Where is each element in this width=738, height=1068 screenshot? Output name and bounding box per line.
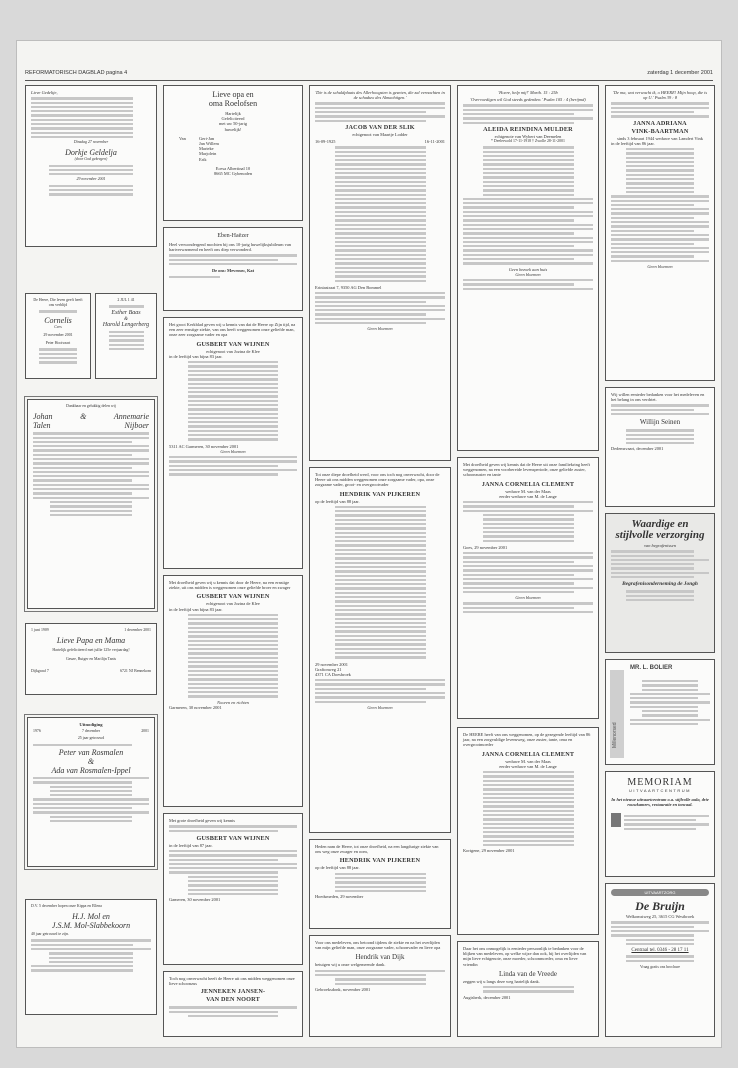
holmol-names2: J.S.M. Mol-Slabbekoorn (51, 921, 131, 931)
hendrik3-place: Gebroeksdonk, november 2001 (315, 986, 371, 992)
hendrik1-ending: Geen bloemen (367, 704, 393, 710)
obituary-hendrik-1 (309, 467, 451, 833)
johan-last2: Nijboer (124, 421, 149, 431)
cornelis-parents: Peter Hooivaart (45, 341, 71, 346)
johan-name1: Johan (33, 412, 53, 422)
hendrik2-name: HENDRIK VAN PIJKEREN (339, 857, 421, 865)
obituary-jenneken (163, 971, 303, 1037)
opa-from: Van (179, 135, 186, 141)
jubileum-sub: 25 jaar getrouwd (77, 736, 105, 741)
opa-line2: Gefeliciteerd (221, 116, 245, 122)
janna2-sub: weduwe M. van der Maas (505, 758, 551, 764)
linda-intro: Daar het ons onmogelijk is eenieder persoonlijk te bedanken voor de blijken van medeleven, op welke wijze dan ook, bij het overlijden van mijn lieve echtgenote, onze moeder, schoonmoeder, oma en lieve vriendin (463, 946, 587, 967)
felicitation-roelofsen (163, 85, 303, 221)
thanks-willijn (605, 387, 715, 507)
gusbert1-intro: Het groot Kerkblad geven wij u kennis van dat de Heere op Zijn tijd, na een zeer ernstige ziekte, van ons heeft weggenomen onze geliefde man, onze zeer zorgzame vader en opa (169, 322, 296, 338)
gusbert3-intro: Met grote droefheid geven wij kennis (169, 818, 235, 823)
jacob-place: Eriniastraat 7, 9350 AG Den Bommel (315, 284, 382, 290)
aleida-verse: 'Hoere, help mij!' Marth. 15 : 25b (498, 90, 558, 95)
vink-verse: 'De ma, wat verwacht ik, o HEERE! Mijn hoop, die is op U.' Psalm 39 : 8 (612, 90, 708, 101)
page-header (25, 69, 713, 81)
opa-line1: Hartelijk (225, 111, 241, 116)
bruijn-address: Welkomstweg 25, 3615 CG Westbroek (625, 914, 695, 920)
gusbert1-ending: Geen bloemen (220, 448, 246, 454)
willijn-intro: Wij willen eenieder bedanken voor het medeleven en het belang in ons verdriet. (611, 392, 705, 403)
newspaper-page (16, 40, 722, 1048)
papa-names: Geuze, Rutger en Marilijn Tanis (65, 657, 117, 662)
papa-city: 6721 NJ Bennekom (120, 668, 151, 673)
waardige-title2: stijlvolle verzorging (615, 529, 705, 541)
vink-name1: JANNA ADRIANA (633, 119, 687, 127)
vink-ending: Geen bloemen (647, 264, 673, 270)
ad-memoriam[interactable] (605, 771, 715, 877)
obituary-gusbert-3 (163, 813, 303, 965)
papa-place: Dijkgraaf 7 (31, 668, 49, 673)
hendrik3-sub: betuigen wij u onze welgemeende dank. (315, 962, 386, 968)
gusbert1-age: in de leeftijd van bijna 83 jaar. (169, 353, 223, 359)
aleida-ending: Geen bezoek aan huis (508, 266, 548, 272)
opa-line4: huwelijk! (224, 126, 242, 132)
header-left: REFORMATORISCH DAGBLAD pagina 4 (25, 70, 128, 76)
bruijn-name: De Bruijn (635, 899, 685, 914)
gusbert1-name: GUSBERT VAN WIJNEN (196, 340, 270, 348)
jacob-years-left: 16-09-1925 (315, 139, 336, 145)
dorkje-birth: 29 november 2001 (76, 177, 106, 182)
opa-title1: Lieve opa en (212, 90, 254, 99)
gusbert2-ending: Nooren en richten (217, 699, 249, 705)
papa-date-right: 1 december 2001 (124, 628, 151, 632)
johan-intro: Dankbaar en gelukkig delen wij (66, 404, 116, 408)
dorkje-sub: (door God gekregen) (74, 157, 108, 162)
thanks-linda (457, 941, 599, 1037)
linda-place: Augisberk, december 2001 (463, 994, 511, 1000)
engagement-esther (95, 293, 157, 379)
aleida-dates: * Deelerwold 17-11-1918 † Zwolle 28-11-2001 (491, 139, 565, 144)
eben-sign: De ons: Mevrouw, Kat (211, 268, 255, 274)
gusbert3-name: GUSBERT VAN WIJNEN (196, 834, 270, 842)
opa-name-2: Marieke (199, 146, 214, 152)
opa-line3: met uw 50-jarig (218, 121, 248, 127)
obituary-janna-1 (457, 457, 599, 719)
wedding-notice-johan (27, 399, 155, 609)
jenneken-name1: JENNEKEN JANSEN- (200, 988, 266, 996)
gusbert2-place: Garmeren, 30 november 2001 (169, 704, 222, 710)
gusbert2-sub: echtgenoot van Jozina de Klee (206, 601, 260, 607)
waardige-bottom: Begrafenisonderneming de Jongh (622, 581, 698, 588)
janna1-name: JANNA CORNELIA CLEMENT (481, 480, 575, 488)
hendrik3-name: Hendrik van Dijk (355, 953, 405, 962)
bolier-side-bar (610, 670, 624, 758)
obituary-gusbert-2 (163, 575, 303, 807)
anniversary-mol (25, 899, 157, 1015)
janna2-name: JANNA CORNELIA CLEMENT (481, 750, 575, 758)
esther-name2: Harold Lengerberg (102, 321, 150, 328)
anniversary-papa-mama (25, 623, 157, 695)
esther-name1: Esther Baas (111, 309, 141, 316)
hendrik1-age: op de leeftijd van 88 jaar. (315, 498, 360, 504)
obituary-aleida (457, 85, 599, 451)
willijn-place: Dedemsvaart, december 2001 (611, 446, 664, 452)
hendrik2-intro: Heden nam de Heere, tot onze droefheid, na een langdurige ziekte van ons weg onze zwager en oom, (315, 844, 439, 855)
janna1-date: Goes, 29 november 2001 (463, 544, 508, 550)
obituary-jacob (309, 85, 451, 461)
holmol-top: D.V. 5 december hopen onze Kippa en Ellena (31, 904, 102, 908)
jenneken-intro: Toch nog onverwacht heeft de Heere uit ons midden weggenomen onze lieve schoonzus (169, 976, 295, 987)
gusbert1-sub: echtgenoot van Jozina de Klee (206, 348, 260, 354)
jubileum-label: Uitnodiging (79, 722, 103, 727)
obituary-gusbert-1 (163, 317, 303, 569)
obituary-janna-2 (457, 727, 599, 935)
birth-notice-cornelis (25, 293, 91, 379)
aleida-name: ALEIDA REINDINA MULDER (483, 125, 573, 133)
gusbert3-place: Gameren, 30 november 2001 (169, 897, 221, 903)
hendrik1-date: 29 november 2001 (315, 661, 348, 667)
eben-body: Heel verwondergend mochten bij ons 10-jarig huwelijksjubileum van hartverwarmend en heeft ons diep verwonderd. (169, 242, 291, 253)
jenneken-name2: VAN DEN NOORT (206, 996, 260, 1004)
eben-title: Eben-Haëzer (217, 233, 249, 239)
esther-top: 2 JUL 1 41 (117, 298, 135, 302)
papa-title: Lieve Papa en Mama (56, 636, 126, 646)
janna2-intro: De HEERE heeft van ons weggenomen, op de gezegende leeftijd van 86 jaar, na een zorgvuldige levensweg, onze zuster, tante, oma en overgrootmoeder (463, 732, 591, 748)
opa-address: Ecesa Albertinal 10 (215, 165, 251, 171)
cornelis-text: De Heere, Die leven geeft heeft ons verblijd (33, 298, 83, 308)
jacob-name: JACOB VAN DER SLIK (345, 123, 415, 131)
birth-notice-dorkje (25, 85, 157, 247)
janna1-sub: weduwe M. van der Maas (505, 488, 551, 494)
gusbert3-age: in de leeftijd van 87 jaar. (169, 842, 213, 848)
janna1-intro: Met droefheid geven wij kennis dat de Heere uit onze familiekring heeft weggenomen, na een voorbereide levensperiode, onze geliefde zuster, schoonzuster en tante (463, 462, 590, 478)
jacob-verse: 'Die is de schuldplaats des Allerhoogsten is gezeten, die zal vernachten in de schaduw des Almachtigen.' (315, 90, 445, 101)
gusbert2-age: in de leeftijd van bijna 83 jaar. (169, 606, 223, 612)
hendrik1-place: Graftonweg 21 (315, 666, 342, 672)
bruijn-ribbon: UITVAARTZORG (611, 889, 709, 896)
jacob-years-right: 16-11-2001 (424, 139, 445, 145)
memoriam-brand: MEMORIAM (627, 777, 693, 788)
bruijn-bottom: Vraag gratis ons brochure (639, 964, 681, 969)
ad-de-bruijn[interactable] (605, 883, 715, 1037)
hendrik1-name: HENDRIK VAN PIJKEREN (339, 490, 421, 498)
gusbert1-place: 5311 AC Garmeren, 30 november 2001 (169, 443, 239, 449)
papa-line: Hartelijk gefeliciteerd met jullie 125e verjaardag! (52, 648, 130, 653)
opa-city: 8665 MC Gybenoden (213, 171, 253, 177)
janna2-sub2: eerder weduwe van M. de Lange (499, 763, 557, 769)
hendrik2-age: op de leeftijd van 88 jaar. (315, 865, 360, 871)
janna1-sub2: eerder weduwe van M. de Lange (499, 493, 557, 499)
janna1-ending: Geen bloemen (515, 595, 541, 601)
vink-sub: sinds 3 februari 1944 weduwe van Lamdert Vink (617, 135, 703, 141)
opa-name-3: Marjolein (199, 151, 217, 157)
vink-name2: VINK-BAARTMAN (631, 127, 689, 135)
waardige-title1: Waardige en (631, 518, 689, 530)
cornelis-sub: Cees (54, 324, 62, 329)
opa-name-1: Jan Willem (199, 141, 219, 147)
hendrik3-intro: Voor ons medeleven, ons betoond tijdens de ziekte en na het overlijden van mijn geliefde man, onze zorgzame vader, schoonvader en lieve opa (315, 940, 441, 951)
bruijn-phone: Centraal tel. 0346 - 28 17 11 (631, 948, 689, 954)
dorkje-place: Dinsdag 27 november (73, 140, 109, 145)
thanks-hendrik-van-dijk (309, 935, 451, 1037)
jacob-ending: Geen bloemen (367, 326, 393, 332)
aleida-sub: echtgenote van Wybert van Deemelen (494, 133, 562, 139)
waardige-sub: van begrafenissen (644, 543, 676, 548)
hendrik1-intro: Tot onze diepe droefheid werd, voor ons toch nog onverwacht, door de Heere uit ons midden weggenomen onze zorgzame vader, opa, onze zorgzame vader, groot- en overgrootvader (315, 472, 440, 488)
willijn-name: Willijn Seinen (639, 418, 681, 427)
cornelis-date: 29 november 2001 (43, 332, 73, 337)
obituary-janna-vink (605, 85, 715, 381)
opa-name-0: Geri-Jan (199, 135, 215, 141)
jubileum-amp: & (87, 756, 95, 766)
memoriam-sub: UITVAARTCENTRUM (629, 788, 691, 793)
dorkje-name: Dorkje Geldelja (65, 148, 117, 158)
ad-waardige-verzorging[interactable] (605, 513, 715, 653)
esther-amp: & (124, 316, 128, 322)
anniversary-rosmalen (27, 717, 155, 867)
gusbert2-intro: Met droefheid geven wij u kennis dat door de Heere, na een ernstige ziekte, uit ons midden is weggenomen onze geliefde broer en zwager (169, 580, 291, 591)
memoriam-text: In het nieuwe uitvaartcentrum o.a. stijlvolle aula, drie rouwkamers, restauratie en toncaal. (611, 797, 709, 808)
linda-sub: zeggen wij u langs deze weg hartelijk dank. (463, 978, 540, 984)
aleida-ending2: Geen bloemen (515, 271, 541, 277)
jubileum-year-left: 1976 (33, 729, 41, 734)
dorkje-greeting: Lieve Gedeltje, (31, 90, 58, 95)
bolier-side: Millenorsed (612, 722, 618, 748)
janna2-date: Kortgene, 29 november 2001 (463, 848, 515, 854)
papa-date-left: 1 juni 1909 (31, 628, 49, 632)
johan-name2: Annemarie (113, 412, 149, 422)
thanks-eben-haezer (163, 227, 303, 311)
cornelis-name: Cornelis (44, 315, 72, 325)
opa-title2: oma Roelofsen (208, 99, 258, 108)
aleida-verse2: 'Overvoedigen wil God steeds gedenken.' Psalm 105 : 4 (berijmd) (470, 97, 586, 103)
holmol-names1: H.J. Mol en (72, 912, 110, 922)
holmol-sub: 40 jaar getrouwd te zijn. (31, 932, 69, 937)
jacob-sub: echtgenoot van Maartje Lodder (352, 131, 408, 137)
vink-age: in de leeftijd van 86 jaar. (611, 140, 655, 146)
johan-last1: Talen (33, 421, 51, 431)
bolier-brand: MR. L. BOLIER (630, 665, 673, 671)
ad-bolier[interactable] (605, 659, 715, 765)
header-right: zaterdag 1 december 2001 (647, 70, 713, 76)
jubileum-names2: Ada van Rosmalen-Ippel (51, 765, 131, 775)
jubileum-names1: Peter van Rosmalen (58, 747, 124, 757)
opa-name-4: Erik (199, 156, 207, 162)
hendrik2-date: Hoedsmeden, 29 november (315, 894, 364, 900)
jubileum-year-right: 2001 (141, 729, 149, 734)
memoriam-logo (611, 813, 621, 827)
obituary-hendrik-2 (309, 839, 451, 929)
hendrik1-city: 4371 CA Doesbroek (315, 671, 351, 677)
johan-amp: & (80, 412, 87, 422)
gusbert2-name: GUSBERT VAN WIJNEN (196, 593, 270, 601)
jubileum-date: 7 december (81, 729, 101, 734)
linda-name: Linda van de Vreede (499, 969, 557, 978)
